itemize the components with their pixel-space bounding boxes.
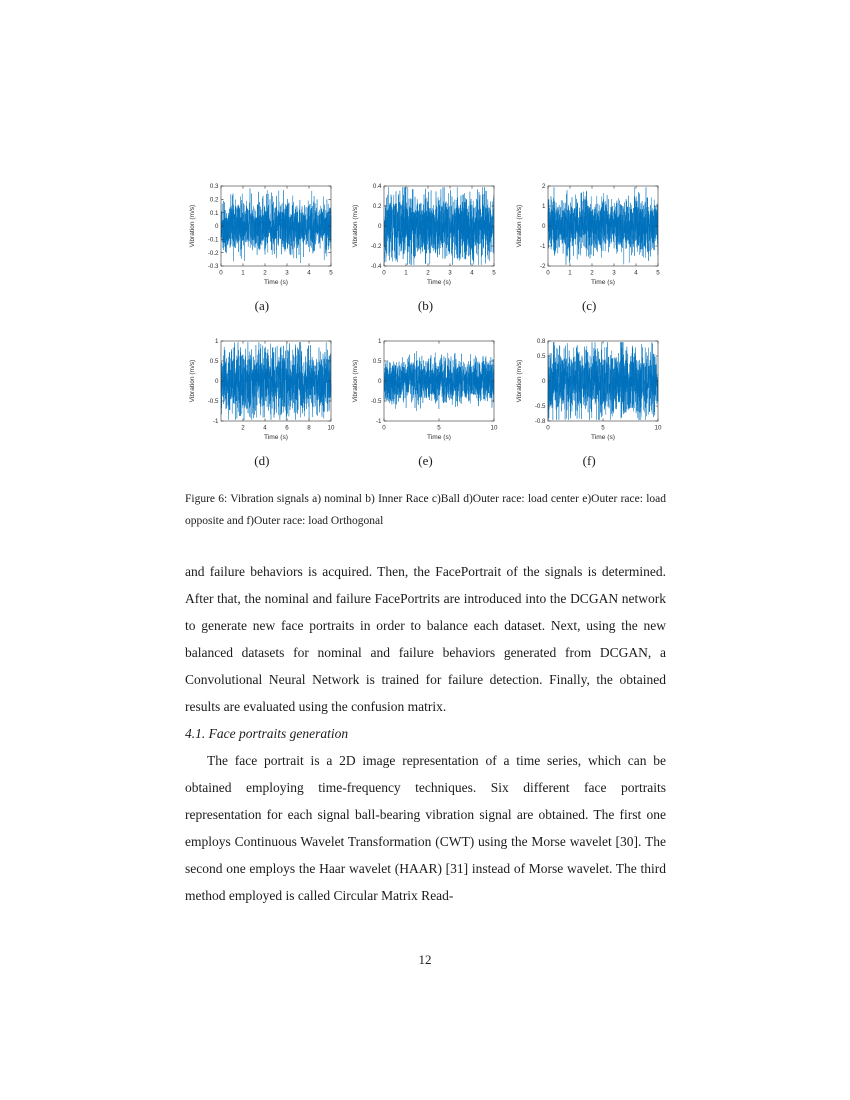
svg-text:4: 4 [470,269,475,277]
subplot-label: (f) [582,453,596,468]
svg-text:0.1: 0.1 [209,209,219,217]
x-axis-label: Time (s) [591,279,616,286]
paragraph-face-portrait: The face portrait is a 2D image representation of a time series, which can be obtained employing time-frequency techniques. Six different face portraits representation for each signal ball-bearing vibration signal are obtained. The first one employs Continuous Wavelet Transformation (CWT) using the Morse wavelet [30]. The second one employs the Haar wavelet (HAAR) [31] instead of Morse wavelet. The third method employed is called Circular Matrix Read- [185,753,666,903]
svg-text:0: 0 [214,223,219,231]
svg-text:5: 5 [437,424,442,432]
svg-text:0: 0 [542,223,546,231]
svg-text:0.5: 0.5 [373,358,382,366]
svg-text:8: 8 [307,424,311,432]
signal-trace [548,342,658,420]
svg-text:0.4: 0.4 [373,183,382,191]
svg-text:0: 0 [382,269,387,277]
svg-text:2: 2 [426,269,431,277]
subplot-label: (d) [254,453,270,468]
svg-text:5: 5 [601,424,605,432]
svg-text:4: 4 [634,269,638,277]
svg-text:0.2: 0.2 [373,203,382,211]
signal-trace [221,188,331,263]
svg-text:2: 2 [241,424,245,432]
x-axis-label: Time (s) [591,434,616,441]
x-axis-label: Time (s) [263,434,288,441]
svg-text:1: 1 [404,269,409,277]
subplot-label: (c) [581,298,597,313]
svg-text:6: 6 [285,424,289,432]
page-content [185,180,666,909]
x-axis-label: Time (s) [427,434,452,441]
svg-text:0.5: 0.5 [537,353,546,361]
figure-caption: Figure 6: Vibration signals a) nominal b) Inner Race c)Ball d)Outer race: load center e)Outer race: load opposite and f)Outer race: load Orthogonal [185,493,666,527]
svg-text:-0.4: -0.4 [371,263,382,271]
vibration-signal-chart [349,335,501,447]
svg-text:0.8: 0.8 [537,338,546,346]
svg-text:-0.3: -0.3 [207,263,219,271]
svg-text:3: 3 [612,269,616,277]
svg-text:-0.2: -0.2 [371,243,382,251]
x-axis-label: Time (s) [263,279,288,286]
vibration-charts-grid [185,180,666,468]
body-text [185,558,666,909]
y-axis-label: Vibration (m/s) [188,204,196,248]
page-number: 12 [418,952,432,967]
svg-text:0: 0 [378,223,382,231]
svg-text:1: 1 [241,269,245,277]
svg-text:-2: -2 [540,263,546,271]
y-axis-label: Vibration (m/s) [352,204,360,248]
svg-text:3: 3 [285,269,289,277]
signal-trace [384,187,494,265]
svg-text:-0.5: -0.5 [534,403,546,411]
svg-text:-1: -1 [540,243,546,251]
svg-text:-0.8: -0.8 [534,418,546,426]
svg-text:0: 0 [546,269,550,277]
svg-text:0.3: 0.3 [209,183,219,191]
svg-text:0: 0 [382,424,387,432]
svg-text:4: 4 [307,269,311,277]
y-axis-label: Vibration (m/s) [352,359,360,403]
subplot-label: (a) [254,298,270,313]
y-axis-label: Vibration (m/s) [516,359,524,403]
svg-text:0.5: 0.5 [209,358,219,366]
vibration-signal-chart [349,180,501,292]
svg-text:5: 5 [329,269,333,277]
figure-6-block [185,180,666,532]
svg-text:0: 0 [546,424,550,432]
svg-text:4: 4 [263,424,267,432]
svg-text:2: 2 [590,269,594,277]
svg-text:10: 10 [654,424,662,432]
x-axis-label: Time (s) [427,279,452,286]
subplot-e [349,335,503,468]
vibration-signal-chart [186,180,338,292]
svg-text:-1: -1 [212,418,219,426]
vibration-signal-chart [513,180,665,292]
y-axis-label: Vibration (m/s) [188,359,196,403]
subplot-f [512,335,666,468]
svg-text:-0.5: -0.5 [371,398,382,406]
svg-text:0: 0 [542,378,546,386]
svg-text:1: 1 [214,338,219,346]
subplot-a [185,180,339,313]
subplot-c [512,180,666,313]
svg-text:2: 2 [542,183,546,191]
svg-text:5: 5 [656,269,660,277]
svg-text:3: 3 [448,269,453,277]
signal-trace [221,342,331,420]
svg-text:1: 1 [568,269,572,277]
subplot-label: (b) [417,298,434,313]
svg-text:-0.5: -0.5 [207,398,219,406]
svg-text:-0.1: -0.1 [207,236,219,244]
section-heading: 4.1. Face portraits generation [185,726,349,741]
svg-text:1: 1 [378,338,382,346]
y-axis-label: Vibration (m/s) [516,204,524,248]
vibration-signal-chart [186,335,338,447]
subplot-b [349,180,503,313]
vibration-signal-chart [513,335,665,447]
svg-text:1: 1 [542,203,546,211]
signal-trace [548,187,658,265]
svg-text:10: 10 [327,424,335,432]
svg-text:0.2: 0.2 [209,196,219,204]
subplot-d [185,335,339,468]
svg-text:0: 0 [214,378,219,386]
svg-text:0: 0 [219,269,223,277]
svg-text:0: 0 [378,378,382,386]
paragraph-continuation: and failure behaviors is acquired. Then, the FacePortrait of the signals is determined. After that, the nominal and failure FacePortrits are introduced into the DCGAN network to generate new face portraits in order to balance each dataset. Next, using the new balanced datasets for nominal and failure behaviors generated from DCGAN, a Convolutional Neural Network is trained for failure detection. Finally, the obtained results are evaluated using the confusion matrix. [185,564,666,714]
signal-trace [384,351,494,411]
svg-text:-0.2: -0.2 [207,249,219,257]
svg-text:10: 10 [491,424,498,432]
svg-text:5: 5 [492,269,497,277]
svg-text:-1: -1 [376,418,382,426]
subplot-label: (e) [418,453,433,468]
svg-text:2: 2 [263,269,267,277]
